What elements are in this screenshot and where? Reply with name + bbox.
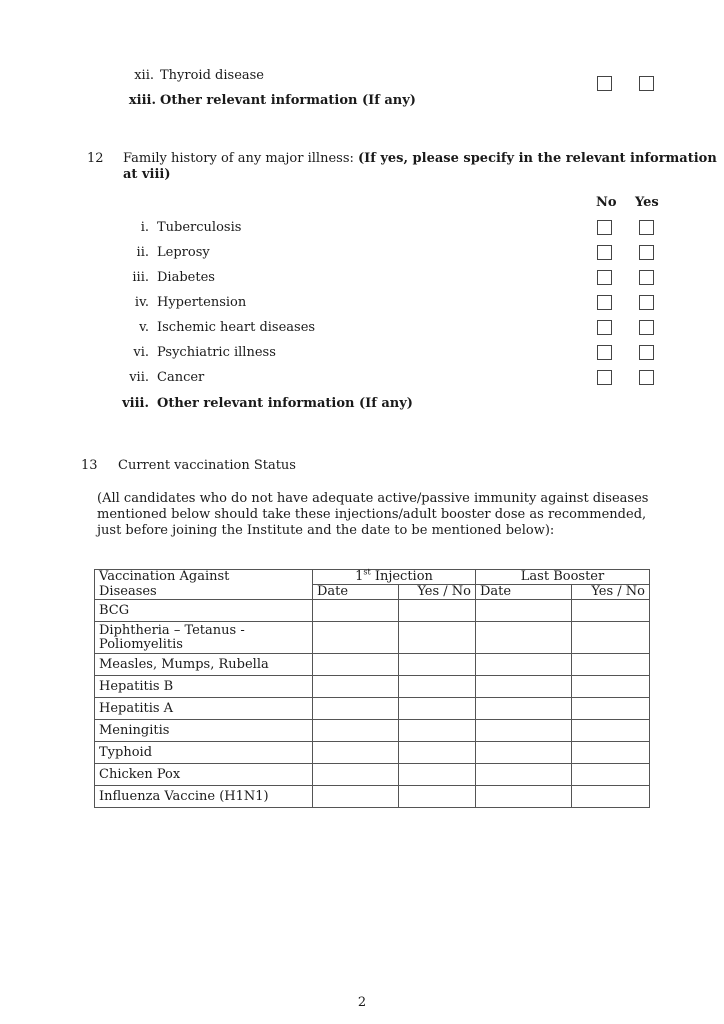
checkbox-no[interactable] [597,370,612,385]
checkbox-yes[interactable] [639,320,654,335]
table-row [95,676,650,698]
column-header-diseases: Diseases [95,585,313,600]
subheader-yes-no: Yes / No [572,585,650,600]
item-number: vi. [133,345,149,360]
column-header-last-booster: Last Booster [476,570,650,585]
booster-date-cell[interactable] [476,654,572,676]
column-header-no: No [596,195,617,210]
heading-bold-continued: at viii) [123,167,171,182]
injection-sup: st [363,567,371,577]
booster-yes-no-cell[interactable] [572,742,650,764]
item-label-other-info: Other relevant information (If any) [157,396,413,411]
vaccination-note: (All candidates who do not have adequate active/passive immunity against diseases mentioned below should take these injections/adult booster dose as recommended, just before joining the Institute and the date to be mentioned below): [97,491,649,538]
item-label-thyroid: Thyroid disease [160,68,264,83]
checkbox-no[interactable] [597,295,612,310]
injection-yes-no-cell[interactable] [399,654,476,676]
item-number: vii. [129,370,149,385]
column-header-first-injection [313,567,476,585]
injection-date-cell[interactable] [313,622,399,654]
table-row [95,698,650,720]
checkbox-no[interactable] [597,345,612,360]
item-number: i. [140,220,149,235]
column-header-yes: Yes [635,195,659,210]
booster-date-cell[interactable] [476,600,572,622]
disease-name: Chicken Pox [95,764,313,786]
injection-yes-no-cell[interactable] [399,764,476,786]
table-subheader-row [95,585,650,600]
injection-yes-no-cell[interactable] [399,622,476,654]
section-number: 12 [87,151,104,166]
subheader-date: Date [476,585,572,600]
checkbox-thyroid-yes[interactable] [639,76,654,91]
booster-date-cell[interactable] [476,676,572,698]
subheader-yes-no: Yes / No [399,585,476,600]
table-row [95,654,650,676]
injection-date-cell[interactable] [313,600,399,622]
injection-yes-no-cell[interactable] [399,720,476,742]
page-number: 2 [357,995,367,1010]
checkbox-yes[interactable] [639,345,654,360]
injection-yes-no-cell[interactable] [399,698,476,720]
booster-yes-no-cell[interactable] [572,654,650,676]
booster-yes-no-cell[interactable] [572,698,650,720]
item-label: Ischemic heart diseases [157,320,316,335]
table-row [95,786,650,808]
table-row [95,622,650,654]
booster-date-cell[interactable] [476,698,572,720]
item-label: Diabetes [157,270,215,285]
booster-date-cell[interactable] [476,764,572,786]
item-label-other-info: Other relevant information (If any) [160,93,416,108]
item-label: Cancer [157,370,205,385]
section-heading [123,151,717,166]
injection-date-cell[interactable] [313,698,399,720]
checkbox-yes[interactable] [639,370,654,385]
booster-date-cell[interactable] [476,786,572,808]
injection-prefix: 1 [355,569,364,584]
item-number: viii. [122,396,149,411]
disease-name: Meningitis [95,720,313,742]
item-label: Psychiatric illness [157,345,276,360]
item-label: Leprosy [157,245,210,260]
booster-yes-no-cell[interactable] [572,764,650,786]
checkbox-yes[interactable] [639,220,654,235]
item-number: iv. [134,295,149,310]
disease-name: Hepatitis A [95,698,313,720]
injection-date-cell[interactable] [313,764,399,786]
booster-yes-no-cell[interactable] [572,676,650,698]
disease-name: Measles, Mumps, Rubella [95,654,313,676]
booster-yes-no-cell[interactable] [572,622,650,654]
disease-name: Typhoid [95,742,313,764]
table-row [95,600,650,622]
table-row [95,764,650,786]
heading-plain: Family history of any major illness: [123,151,358,166]
table-row [95,720,650,742]
checkbox-yes[interactable] [639,270,654,285]
table-header-row [95,570,650,585]
injection-yes-no-cell[interactable] [399,676,476,698]
item-number: v. [139,320,149,335]
vaccination-table [94,569,650,808]
checkbox-thyroid-no[interactable] [597,76,612,91]
disease-name: BCG [95,600,313,622]
booster-date-cell[interactable] [476,742,572,764]
checkbox-no[interactable] [597,270,612,285]
table-row [95,742,650,764]
item-number: iii. [132,270,149,285]
checkbox-yes[interactable] [639,295,654,310]
injection-yes-no-cell[interactable] [399,600,476,622]
injection-date-cell[interactable] [313,786,399,808]
checkbox-yes[interactable] [639,245,654,260]
booster-date-cell[interactable] [476,622,572,654]
disease-name: Diphtheria – Tetanus - Poliomyelitis [95,622,313,654]
booster-date-cell[interactable] [476,720,572,742]
booster-yes-no-cell[interactable] [572,720,650,742]
item-label: Tuberculosis [157,220,242,235]
injection-yes-no-cell[interactable] [399,786,476,808]
injection-date-cell[interactable] [313,676,399,698]
item-label: Hypertension [157,295,247,310]
item-number: ii. [136,245,149,260]
injection-date-cell[interactable] [313,720,399,742]
column-header-vaccination: Vaccination Against [95,570,313,585]
item-number: xiii. [128,93,156,108]
injection-date-cell[interactable] [313,654,399,676]
heading-bold: (If yes, please specify in the relevant information [358,151,717,166]
disease-name: Hepatitis B [95,676,313,698]
disease-name: Influenza Vaccine (H1N1) [95,786,313,808]
checkbox-no[interactable] [597,245,612,260]
section-title: Current vaccination Status [118,458,296,473]
injection-date-cell[interactable] [313,742,399,764]
section-number: 13 [81,458,98,473]
checkbox-no[interactable] [597,220,612,235]
item-number: xii. [134,68,154,83]
injection-suffix: Injection [370,569,433,584]
injection-yes-no-cell[interactable] [399,742,476,764]
checkbox-no[interactable] [597,320,612,335]
booster-yes-no-cell[interactable] [572,600,650,622]
subheader-date: Date [313,585,399,600]
booster-yes-no-cell[interactable] [572,786,650,808]
